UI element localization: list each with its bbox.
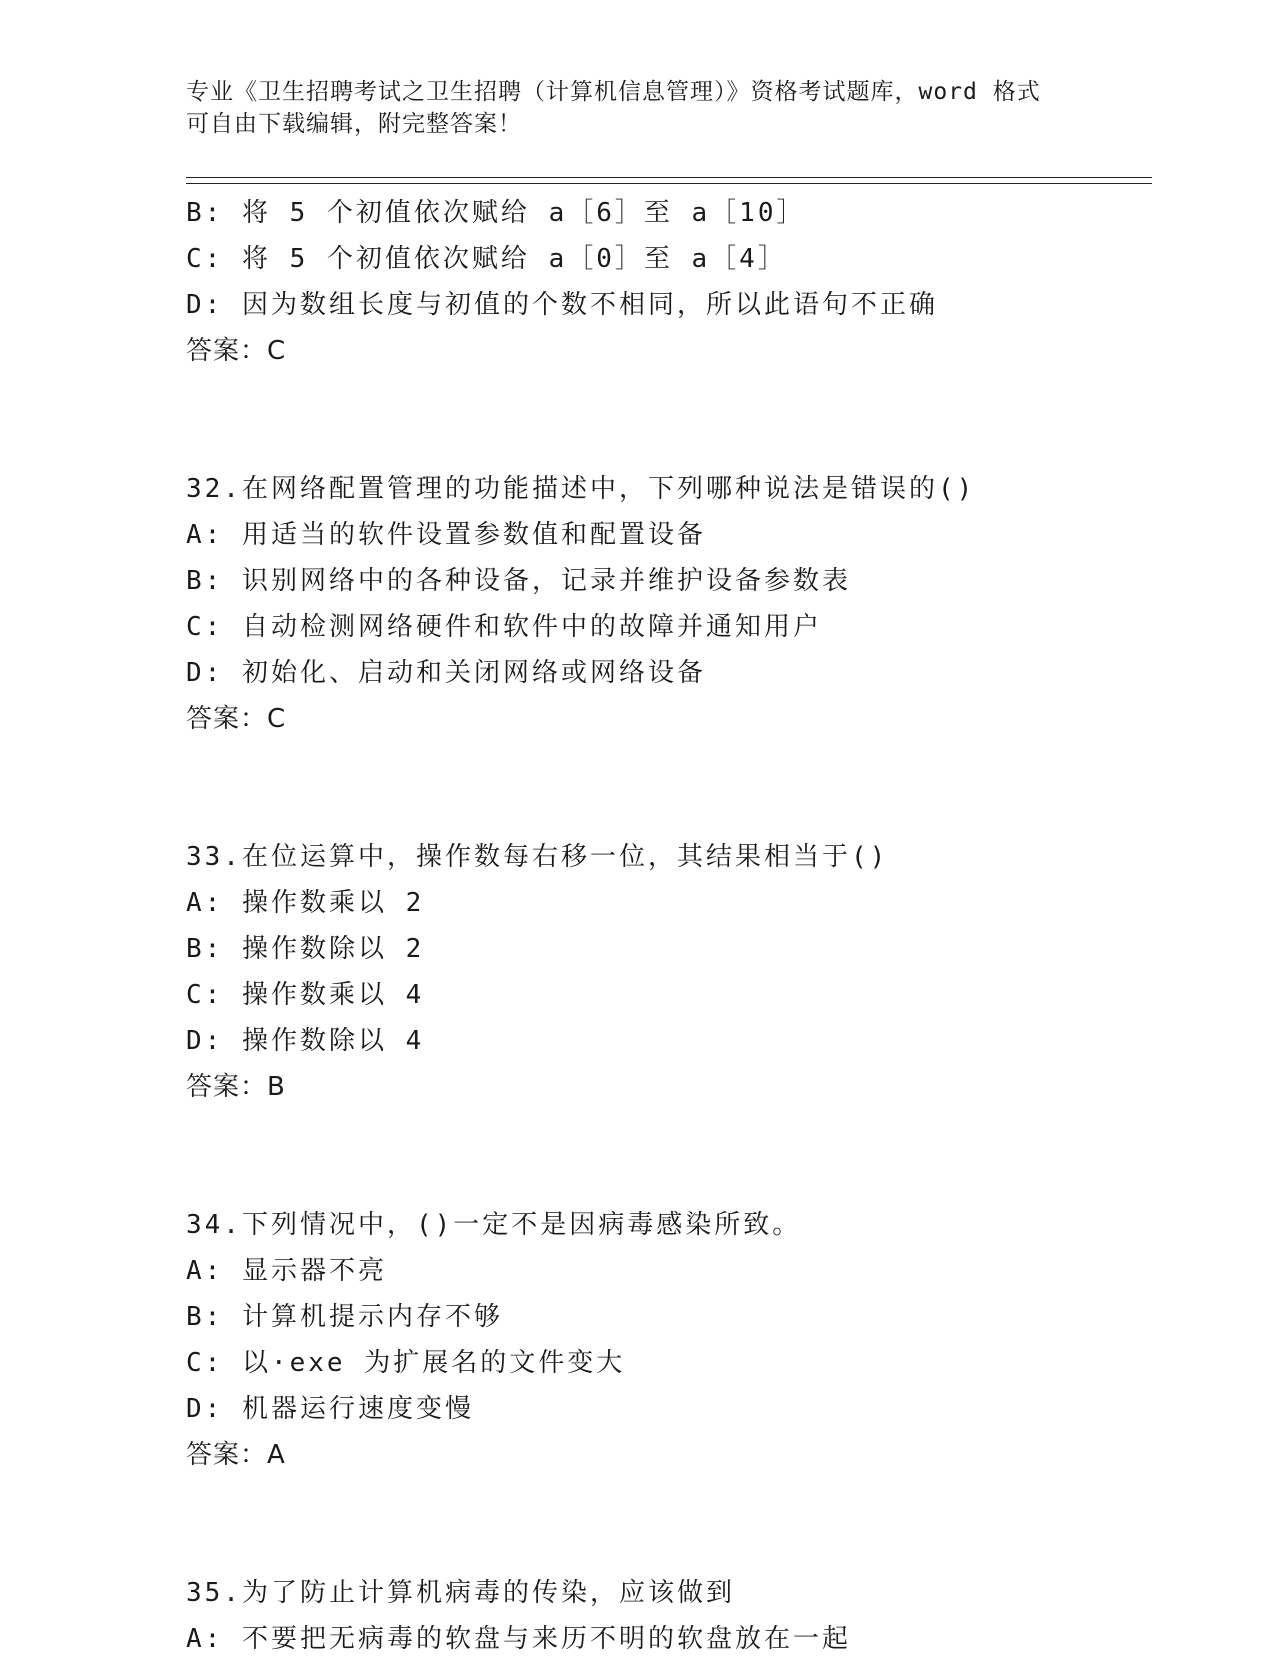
question-stem: 34.下列情况中，()一定不是因病毒感染所致。 (186, 1210, 802, 1240)
option-d: D: 操作数除以 4 (186, 1026, 425, 1056)
question-32 (186, 466, 1152, 742)
answer-line: 答案：B (186, 1072, 286, 1102)
question-34 (186, 1202, 1152, 1478)
answer-line: 答案：A (186, 1440, 286, 1470)
spacer (186, 1110, 1152, 1202)
option-d: D: 因为数组长度与初值的个数不相同，所以此语句不正确 (186, 290, 938, 320)
option-a: A: 操作数乘以 2 (186, 888, 425, 918)
option-c: C: 将 5 个初值依次赋给 a［0］至 a［4］ (186, 244, 787, 274)
header-line-2: 可自由下载编辑，附完整答案！ (186, 111, 522, 137)
question-continuation (186, 190, 1152, 374)
question-list (186, 190, 1152, 1662)
header-divider (186, 177, 1152, 184)
option-c: C: 操作数乘以 4 (186, 980, 425, 1010)
option-a: A: 用适当的软件设置参数值和配置设备 (186, 520, 706, 550)
question-35 (186, 1570, 1152, 1662)
option-c: C: 自动检测网络硬件和软件中的故障并通知用户 (186, 612, 822, 642)
option-d: D: 机器运行速度变慢 (186, 1394, 474, 1424)
answer-line: 答案：C (186, 704, 287, 734)
document-header (186, 76, 1106, 140)
question-stem: 35.为了防止计算机病毒的传染，应该做到 (186, 1578, 735, 1608)
question-33 (186, 834, 1152, 1110)
question-stem: 32.在网络配置管理的功能描述中，下列哪种说法是错误的() (186, 474, 976, 504)
option-b: B: 将 5 个初值依次赋给 a［6］至 a［10］ (186, 198, 806, 228)
answer-line: 答案：C (186, 336, 287, 366)
option-a: A: 不要把无病毒的软盘与来历不明的软盘放在一起 (186, 1624, 851, 1654)
option-a: A: 显示器不亮 (186, 1256, 387, 1286)
option-b: B: 计算机提示内存不够 (186, 1302, 503, 1332)
option-c: C: 以·exe 为扩展名的文件变大 (186, 1348, 626, 1378)
spacer (186, 1478, 1152, 1570)
option-b: B: 操作数除以 2 (186, 934, 425, 964)
option-b: B: 识别网络中的各种设备，记录并维护设备参数表 (186, 566, 851, 596)
header-line-1: 专业《卫生招聘考试之卫生招聘（计算机信息管理）》资格考试题库，word 格式 (186, 79, 1041, 105)
option-d: D: 初始化、启动和关闭网络或网络设备 (186, 658, 706, 688)
spacer (186, 742, 1152, 834)
question-stem: 33.在位运算中，操作数每右移一位，其结果相当于() (186, 842, 889, 872)
spacer (186, 374, 1152, 466)
